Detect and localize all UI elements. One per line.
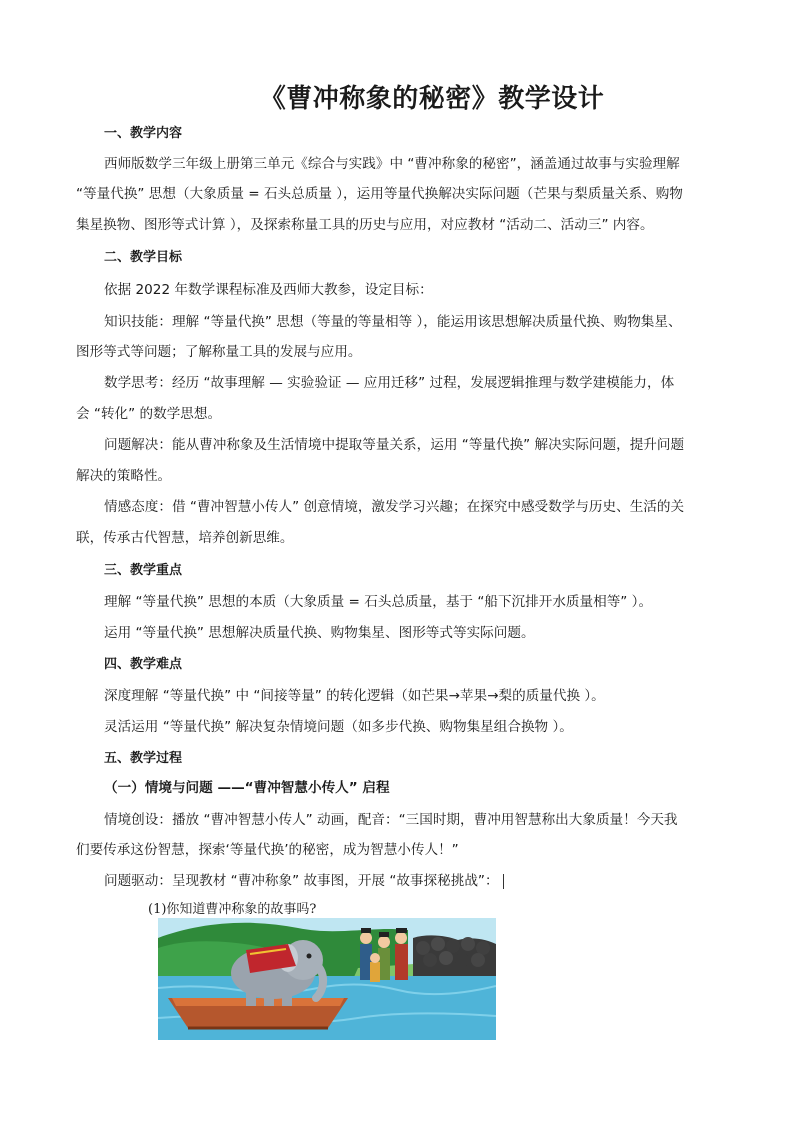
paragraph-line: 问题解决：能从曹冲称象及生活情境中提取等量关系，运用 “等量代换” 解决实际问题，提升问题 bbox=[104, 437, 685, 453]
section-heading-goals: 二、教学目标 bbox=[104, 250, 183, 265]
text-cursor bbox=[503, 874, 504, 889]
figure-caption: (1)你知道曹冲称象的故事吗? bbox=[148, 902, 317, 917]
section-heading-process: 五、教学过程 bbox=[104, 751, 183, 766]
paragraph-line: 运用 “等量代换” 思想解决质量代换、购物集星、图形等式等实际问题。 bbox=[104, 625, 535, 641]
page-title: 《曹冲称象的秘密》教学设计 bbox=[259, 84, 605, 114]
paragraph-line: 们要传承这份智慧，探索‘等量代换’的秘密，成为智慧小传人！” bbox=[76, 842, 459, 858]
paragraph-line: 依据 2022 年数学课程标准及西师大教参，设定目标： bbox=[104, 282, 433, 298]
paragraph-line: “等量代换” 思想（大象质量 = 石头总质量 ），运用等量代换解决实际问题（芒果与梨质量关系、购物 bbox=[76, 186, 683, 202]
subsection-heading: （一）情境与问题 ——“曹冲智慧小传人” 启程 bbox=[104, 780, 390, 796]
paragraph-line: 解决的策略性。 bbox=[76, 468, 172, 484]
paragraph-line: 知识技能：理解 “等量代换” 思想（等量的等量相等 ），能运用该思想解决质量代换、购物集星、 bbox=[104, 314, 682, 330]
paragraph-line: 情境创设：播放 “曹冲智慧小传人” 动画，配音：“三国时期，曹冲用智慧称出大象质量！今天我 bbox=[104, 812, 678, 828]
cao-chong-elephant-illustration bbox=[158, 918, 496, 1040]
paragraph-line: 会 “转化” 的数学思想。 bbox=[76, 406, 222, 422]
paragraph-line: 联，传承古代智慧，培养创新思维。 bbox=[76, 530, 294, 546]
paragraph-line: 数学思考：经历 “故事理解 — 实验验证 — 应用迁移” 过程，发展逻辑推理与数学建模能力，体 bbox=[104, 375, 675, 391]
paragraph-line: 理解 “等量代换” 思想的本质（大象质量 = 石头总质量，基于 “船下沉排开水质量相等” ）。 bbox=[104, 594, 653, 610]
section-heading-content: 一、教学内容 bbox=[104, 126, 183, 141]
paragraph-line bbox=[104, 871, 724, 891]
paragraph-line: 图形等式等问题；了解称量工具的发展与应用。 bbox=[76, 344, 362, 360]
section-heading-difficulties: 四、教学难点 bbox=[104, 657, 183, 672]
paragraph-line: 西师版数学三年级上册第三单元《综合与实践》中 “曹冲称象的秘密”，涵盖通过故事与实验理解 bbox=[104, 156, 680, 172]
paragraph-line: 深度理解 “等量代换” 中 “间接等量” 的转化逻辑（如芒果→苹果→梨的质量代换 ）。 bbox=[104, 688, 605, 704]
paragraph-line: 灵活运用 “等量代换” 解决复杂情境问题（如多步代换、购物集星组合换物 ）。 bbox=[104, 719, 573, 735]
paragraph-line: 情感态度：借 “曹冲智慧小传人” 创意情境，激发学习兴趣；在探究中感受数学与历史、生活的关 bbox=[104, 499, 685, 515]
section-heading-key-points: 三、教学重点 bbox=[104, 563, 183, 578]
paragraph-text: 问题驱动：呈现教材 “曹冲称象” 故事图，开展 “故事探秘挑战”： bbox=[104, 873, 499, 889]
paragraph-line: 集星换物、图形等式计算 ），及探索称量工具的历史与应用，对应教材 “活动二、活动三” 内容。 bbox=[76, 217, 654, 233]
